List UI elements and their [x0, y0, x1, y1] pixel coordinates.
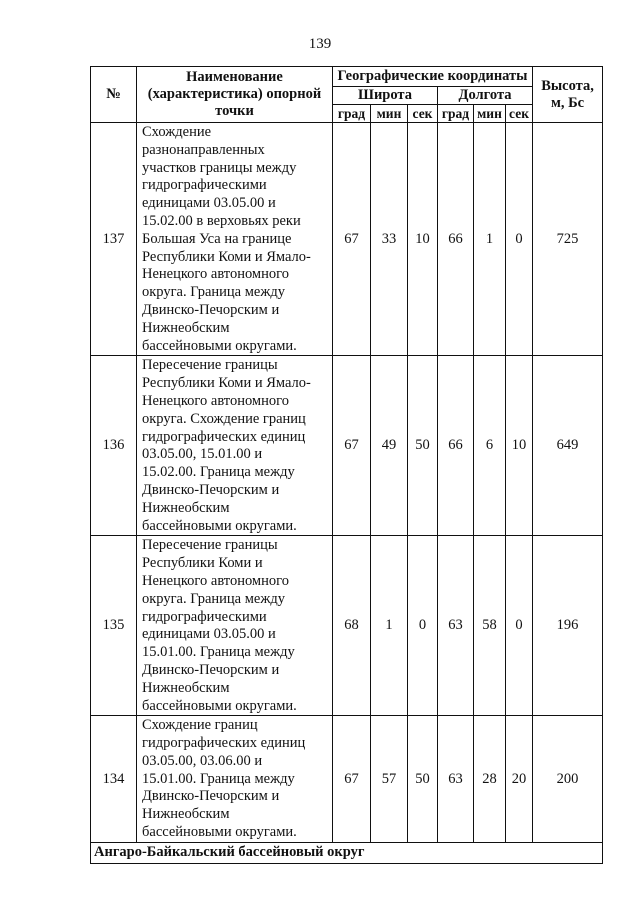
- lat-sec: 10: [408, 123, 438, 356]
- table-row: [91, 356, 603, 536]
- lon-deg: 63: [438, 716, 474, 843]
- header-lat-deg: град: [333, 105, 371, 123]
- point-description: Пересечение границы Республики Коми и Ненецкого автономного округа. Граница между гидрографическими единицами 03.05.00 и 15.01.00. Граница между Двинско-Печорским и Нижнеобским бассейновыми округами.: [137, 536, 333, 716]
- lat-sec: 0: [408, 536, 438, 716]
- header-lat-sec: сек: [408, 105, 438, 123]
- header-latitude: Широта: [333, 87, 438, 105]
- table-row: [91, 536, 603, 716]
- header-lon-min: мин: [474, 105, 506, 123]
- lat-deg: 67: [333, 123, 371, 356]
- lat-sec: 50: [408, 356, 438, 536]
- lat-deg: 68: [333, 536, 371, 716]
- lat-sec: 50: [408, 716, 438, 843]
- lon-deg: 63: [438, 536, 474, 716]
- header-lon-deg: град: [438, 105, 474, 123]
- header-longitude: Долгота: [438, 87, 533, 105]
- height-value: 649: [533, 356, 603, 536]
- lon-sec: 0: [506, 123, 533, 356]
- page-number: 139: [308, 36, 332, 52]
- lat-min: 57: [371, 716, 408, 843]
- header-lon-sec: сек: [506, 105, 533, 123]
- point-number: 136: [91, 356, 137, 536]
- lon-sec: 20: [506, 716, 533, 843]
- reference-points-table: [90, 66, 603, 864]
- lon-min: 28: [474, 716, 506, 843]
- lat-deg: 67: [333, 716, 371, 843]
- height-value: 200: [533, 716, 603, 843]
- table-row: [91, 123, 603, 356]
- section-title: Ангаро-Байкальский бассейновый округ: [91, 842, 603, 863]
- lon-deg: 66: [438, 356, 474, 536]
- point-number: 137: [91, 123, 137, 356]
- header-coordinates: Географические координаты: [333, 67, 533, 87]
- lat-deg: 67: [333, 356, 371, 536]
- header-num: №: [91, 67, 137, 123]
- lon-sec: 0: [506, 536, 533, 716]
- header-lat-min: мин: [371, 105, 408, 123]
- lon-min: 58: [474, 536, 506, 716]
- point-number: 134: [91, 716, 137, 843]
- height-value: 196: [533, 536, 603, 716]
- point-description: Схождение разнонаправленных участков границы между гидрографическими единицами 03.05.00 и 15.02.00 в верховьях реки Большая Уса на границе Республики Коми и Ямало- Ненецкого автономного округа. Граница между Двинско-Печорским и Нижнеобским бассейновыми округами.: [137, 123, 333, 356]
- lat-min: 1: [371, 536, 408, 716]
- lon-deg: 66: [438, 123, 474, 356]
- section-row: [91, 842, 603, 863]
- header-height: Высота, м, Бс: [533, 67, 603, 123]
- point-number: 135: [91, 536, 137, 716]
- table-row: [91, 716, 603, 843]
- lon-min: 1: [474, 123, 506, 356]
- height-value: 725: [533, 123, 603, 356]
- lat-min: 49: [371, 356, 408, 536]
- point-description: Пересечение границы Республики Коми и Ямало- Ненецкого автономного округа. Схождение границ гидрографических единиц 03.05.00, 15.01.00 и 15.02.00. Граница между Двинско-Печорским и Нижнеобским бассейновыми округами.: [137, 356, 333, 536]
- lat-min: 33: [371, 123, 408, 356]
- header-name: Наименование (характеристика) опорной точки: [137, 67, 333, 123]
- lon-min: 6: [474, 356, 506, 536]
- lon-sec: 10: [506, 356, 533, 536]
- point-description: Схождение границ гидрографических единиц 03.05.00, 03.06.00 и 15.01.00. Граница между Двинско-Печорским и Нижнеобским бассейновыми округами.: [137, 716, 333, 843]
